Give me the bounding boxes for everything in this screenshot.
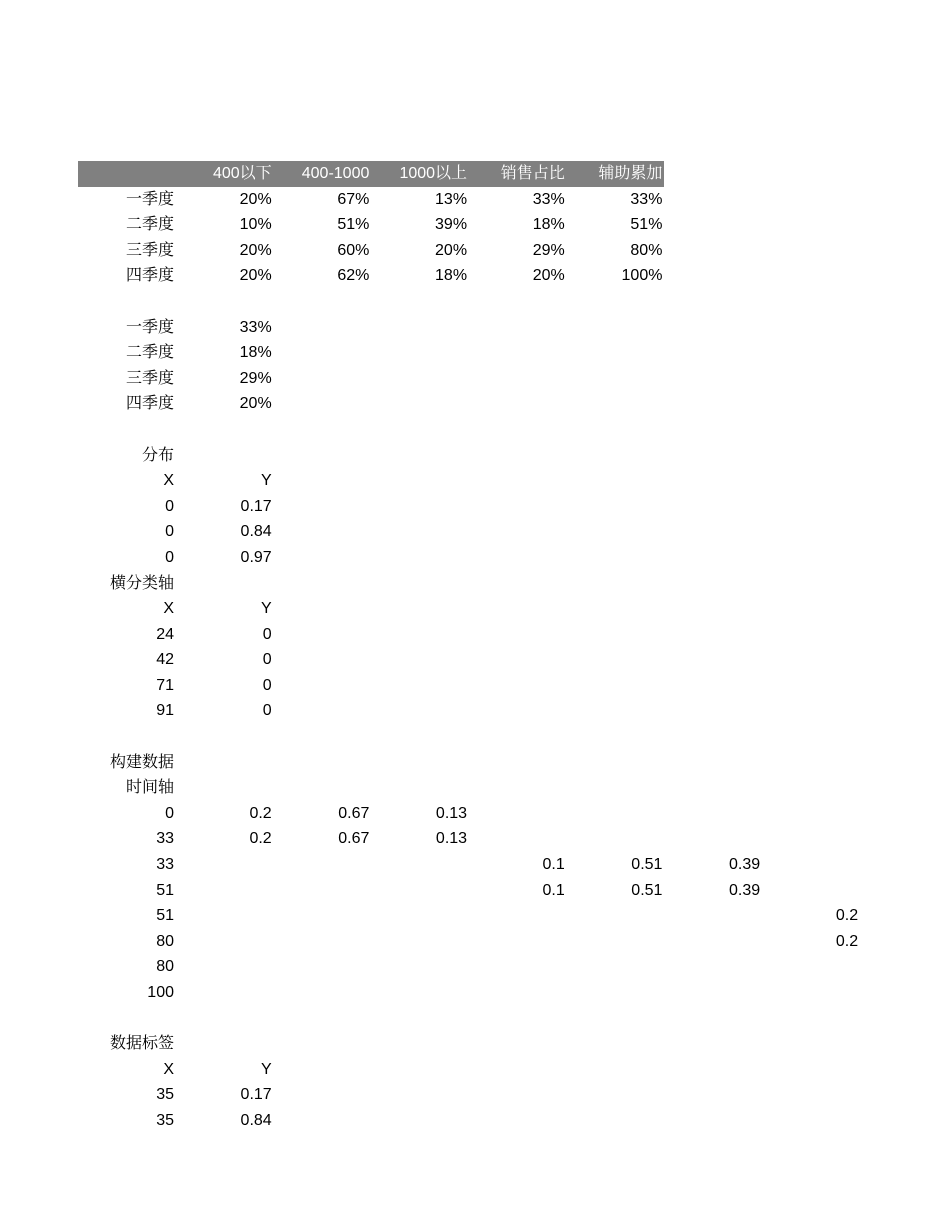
- table-cell[interactable]: [567, 929, 665, 955]
- table-cell[interactable]: [469, 903, 567, 929]
- table-cell[interactable]: 0.67: [338, 830, 370, 848]
- time-cell[interactable]: 33: [156, 830, 174, 848]
- table-cell[interactable]: 18%: [435, 267, 468, 285]
- summary-row: [78, 238, 860, 264]
- summary-row: [78, 263, 860, 289]
- section-title-row: [78, 1031, 860, 1057]
- x-header[interactable]: X: [163, 472, 174, 490]
- row-label[interactable]: 三季度: [125, 241, 174, 259]
- table-cell[interactable]: 29%: [239, 369, 272, 387]
- y-header[interactable]: Y: [261, 1060, 272, 1078]
- table-cell[interactable]: [762, 878, 860, 904]
- table-cell[interactable]: [274, 878, 372, 904]
- y-cell[interactable]: 0: [262, 651, 272, 669]
- table-cell[interactable]: [176, 852, 274, 878]
- row-label[interactable]: 二季度: [125, 344, 174, 362]
- table-row: [78, 878, 860, 904]
- table-cell[interactable]: 62%: [337, 267, 370, 285]
- table-cell[interactable]: 0.67: [338, 804, 370, 822]
- time-cell[interactable]: 80: [156, 958, 174, 976]
- y-cell[interactable]: 0: [262, 702, 272, 720]
- y-header[interactable]: Y: [261, 472, 272, 490]
- x-cell[interactable]: 35: [156, 1111, 174, 1129]
- table-cell[interactable]: 0.1: [542, 856, 565, 874]
- x-cell[interactable]: 0: [165, 497, 174, 515]
- x-cell[interactable]: 24: [156, 625, 174, 643]
- y-header[interactable]: Y: [261, 600, 272, 618]
- blank-row: [78, 417, 860, 443]
- header-cell[interactable]: 1000以上: [371, 161, 469, 187]
- table-row: [78, 1082, 860, 1108]
- table-row: [78, 852, 860, 878]
- table-cell[interactable]: 0.51: [631, 881, 663, 899]
- table-row: [78, 494, 860, 520]
- table-cell[interactable]: 0.13: [435, 804, 468, 822]
- table-cell[interactable]: 33%: [630, 190, 663, 208]
- table-row: [78, 1108, 860, 1134]
- table-cell[interactable]: [469, 801, 567, 827]
- share-row: [78, 391, 860, 417]
- time-cell[interactable]: 80: [156, 932, 174, 950]
- table-cell[interactable]: [664, 903, 762, 929]
- section-title[interactable]: 分布: [141, 446, 174, 464]
- share-row: [78, 315, 860, 341]
- table-row: [78, 801, 860, 827]
- x-cell[interactable]: 0: [165, 523, 174, 541]
- table-cell[interactable]: [567, 801, 665, 827]
- section-title-row: [78, 443, 860, 469]
- table-cell[interactable]: [762, 826, 860, 852]
- table-cell[interactable]: [274, 852, 372, 878]
- table-row: [78, 929, 860, 955]
- xy-header-row: [78, 1057, 860, 1083]
- table-cell[interactable]: 0.2: [835, 932, 859, 950]
- x-cell[interactable]: 91: [156, 702, 174, 720]
- header-cell[interactable]: 辅助累加: [567, 161, 665, 187]
- header-cell[interactable]: 销售占比: [469, 161, 567, 187]
- section-title-row: [78, 750, 860, 776]
- table-cell[interactable]: 33%: [532, 190, 565, 208]
- table-cell[interactable]: 0.51: [631, 856, 663, 874]
- table-cell[interactable]: 20%: [239, 267, 272, 285]
- table-cell[interactable]: 13%: [435, 190, 468, 208]
- section-subtitle-row: [78, 775, 860, 801]
- table-cell[interactable]: [469, 826, 567, 852]
- x-header[interactable]: X: [163, 600, 174, 618]
- table-cell[interactable]: 0.39: [728, 881, 761, 899]
- section-title[interactable]: 数据标签: [109, 1035, 174, 1053]
- y-cell[interactable]: 0: [262, 625, 272, 643]
- row-label[interactable]: 四季度: [125, 267, 174, 285]
- table-row: [78, 647, 860, 673]
- table-cell[interactable]: [762, 852, 860, 878]
- table-cell[interactable]: 39%: [435, 216, 468, 234]
- table-cell[interactable]: 20%: [239, 190, 272, 208]
- summary-row: [78, 212, 860, 238]
- section-title[interactable]: 构建数据: [109, 753, 174, 771]
- table-cell[interactable]: 67%: [337, 190, 370, 208]
- header-cell[interactable]: [78, 161, 176, 187]
- share-row: [78, 366, 860, 392]
- table-cell[interactable]: 0.2: [835, 907, 859, 925]
- row-label[interactable]: 一季度: [125, 190, 174, 208]
- y-cell[interactable]: 0.97: [240, 548, 272, 566]
- table-cell[interactable]: 29%: [532, 241, 565, 259]
- table-cell[interactable]: 51%: [337, 216, 370, 234]
- y-cell[interactable]: 0.84: [240, 1111, 272, 1129]
- header-cell[interactable]: 400以下: [176, 161, 274, 187]
- table-row: [78, 545, 860, 571]
- table-cell[interactable]: [567, 826, 665, 852]
- x-cell[interactable]: 0: [165, 548, 174, 566]
- x-cell[interactable]: 42: [156, 651, 174, 669]
- table-row: [78, 903, 860, 929]
- table-cell[interactable]: [274, 903, 372, 929]
- table-cell[interactable]: 0.2: [249, 830, 272, 848]
- table-cell[interactable]: 0.39: [728, 856, 761, 874]
- table-cell[interactable]: 51%: [630, 216, 663, 234]
- table-cell[interactable]: [371, 903, 469, 929]
- y-cell[interactable]: 0.17: [240, 497, 272, 515]
- xy-header-row: [78, 468, 860, 494]
- table-cell[interactable]: [274, 929, 372, 955]
- x-cell[interactable]: 35: [156, 1086, 174, 1104]
- table-cell[interactable]: [371, 878, 469, 904]
- table-cell[interactable]: [371, 929, 469, 955]
- row-label[interactable]: 四季度: [125, 395, 174, 413]
- row-label[interactable]: 二季度: [125, 216, 174, 234]
- blank-row: [78, 1006, 860, 1032]
- table-row: [78, 826, 860, 852]
- table-cell[interactable]: 0.1: [542, 881, 565, 899]
- table-row: [78, 954, 860, 980]
- table-cell[interactable]: [762, 801, 860, 827]
- section-title[interactable]: 横分类轴: [109, 574, 174, 592]
- table-cell[interactable]: 18%: [532, 216, 565, 234]
- summary-row: [78, 187, 860, 213]
- time-cell[interactable]: 33: [156, 856, 174, 874]
- table-cell[interactable]: 0.2: [249, 804, 272, 822]
- table-cell[interactable]: 80%: [630, 241, 663, 259]
- section-subtitle[interactable]: 时间轴: [125, 779, 174, 797]
- table-row: [78, 980, 860, 1006]
- time-cell[interactable]: 51: [156, 907, 174, 925]
- y-cell[interactable]: 0: [262, 676, 272, 694]
- table-cell[interactable]: [176, 878, 274, 904]
- table-cell[interactable]: [469, 929, 567, 955]
- table-cell[interactable]: [664, 826, 762, 852]
- row-label[interactable]: 三季度: [125, 369, 174, 387]
- table-cell[interactable]: [664, 929, 762, 955]
- table-cell[interactable]: 60%: [337, 241, 370, 259]
- blank-row: [78, 724, 860, 750]
- time-cell[interactable]: 51: [156, 881, 174, 899]
- y-cell[interactable]: 0.17: [240, 1086, 272, 1104]
- x-header[interactable]: X: [163, 1060, 174, 1078]
- table-row: [78, 622, 860, 648]
- table-cell[interactable]: 20%: [435, 241, 468, 259]
- section-title-row: [78, 571, 860, 597]
- table-row: [78, 673, 860, 699]
- table-row: [78, 698, 860, 724]
- table-row: [78, 519, 860, 545]
- table-cell[interactable]: [567, 903, 665, 929]
- table-cell[interactable]: 10%: [239, 216, 272, 234]
- table-cell[interactable]: 20%: [239, 395, 272, 413]
- table-cell[interactable]: 20%: [532, 267, 565, 285]
- y-cell[interactable]: 0.84: [240, 523, 272, 541]
- row-label[interactable]: 一季度: [125, 318, 174, 336]
- xy-header-row: [78, 596, 860, 622]
- table-cell[interactable]: 20%: [239, 241, 272, 259]
- x-cell[interactable]: 71: [156, 676, 174, 694]
- table-cell[interactable]: [176, 929, 274, 955]
- time-cell[interactable]: 0: [165, 804, 174, 822]
- table-cell[interactable]: 100%: [621, 267, 663, 285]
- table-cell[interactable]: [664, 801, 762, 827]
- time-cell[interactable]: 100: [147, 984, 174, 1001]
- table-cell[interactable]: [176, 903, 274, 929]
- blank-row: [78, 289, 860, 315]
- table-cell[interactable]: [371, 852, 469, 878]
- table-cell[interactable]: 18%: [239, 344, 272, 362]
- spreadsheet: [78, 161, 860, 1134]
- table-cell[interactable]: 33%: [239, 318, 272, 336]
- summary-header-row: [78, 161, 860, 187]
- share-row: [78, 340, 860, 366]
- table-cell[interactable]: 0.13: [435, 830, 468, 848]
- header-cell[interactable]: 400-1000: [274, 161, 372, 187]
